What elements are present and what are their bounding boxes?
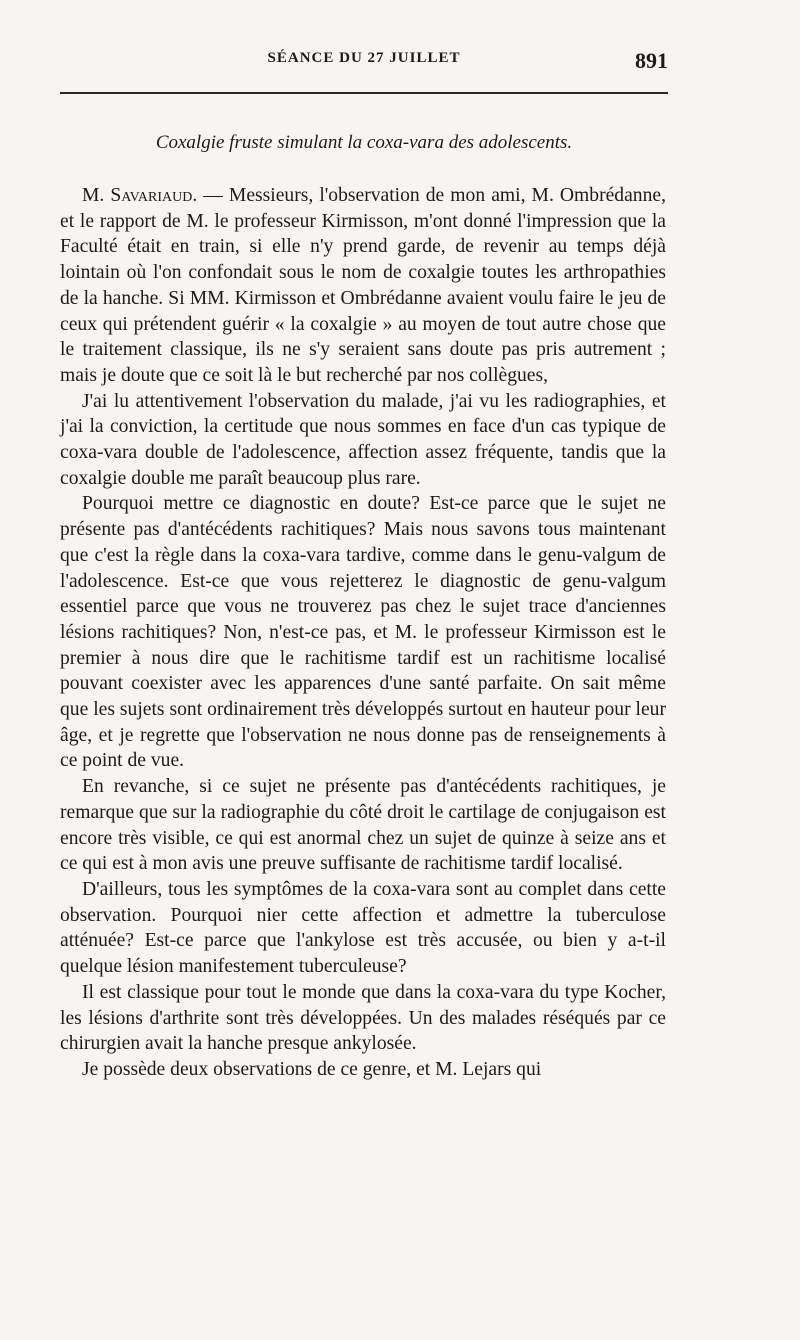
article-title: Coxalgie fruste simulant la coxa-vara des adolescents.	[155, 132, 573, 153]
paragraph: Pourquoi mettre ce diagnostic en doute? Est-ce parce que le sujet ne présente pas d'antécédents rachitiques? Mais nous savons tous maintenant que c'est la règle dans la coxa-vara tardive, comme dans le genu-valgum de l'adolescence. Est-ce que vous rejetterez le diagnostic de genu-valgum essentiel parce que vous ne trouverez pas chez le sujet trace d'anciennes lésions rachitiques? Non, n'est-ce pas, et M. le professeur Kirmisson est le premier à nous dire que le rachitisme tardif est un rachitisme localisé pouvant coexister avec les apparences d'une santé parfaite. On sait même que les sujets sont ordinairement très développés surtout en hauteur pour leur âge, et je regrette que l'observation ne nous donne pas de renseignements à ce point de vue.	[60, 493, 666, 772]
paragraph: D'ailleurs, tous les symptômes de la coxa-vara sont au complet dans cette observation. Pourquoi nier cette affection et admettre la tuberculose atténuée? Est-ce parce que l'ankylose est très accusée, ou bien y a-t-il quelque lésion manifestement tuberculeuse?	[60, 878, 666, 978]
speaker-name: Savariaud	[110, 185, 193, 206]
paragraph: Je possède deux observations de ce genre, et M. Lejars qui	[82, 1058, 542, 1080]
speaker-prefix: M.	[82, 185, 111, 206]
paragraph	[60, 183, 666, 389]
paragraph-text: . — Messieurs, l'observation de mon ami, M. Ombrédanne, et le rapport de M. le professeur Kirmisson, m'ont donné l'impression que la Faculté était en train, si elle n'y prend garde, de revenir au temps déjà lointain où l'on confondait sous le nom de coxalgie toutes les arthropathies de la hanche. Si MM. Kirmisson et Ombrédanne avaient voulu faire le jeu de ceux qui prétendent guérir « la coxalgie » au moyen de tout autre chose que le traitement classique, ils ne s'y seraient sans doute pas pris autrement ; mais je doute que ce soit là le but recherché par nos collègues,	[60, 185, 666, 386]
paragraph: Il est classique pour tout le monde que dans la coxa-vara du type Kocher, les lésions d'arthrite sont très développées. Un des malades réséqués par ce chirurgien avait la hanche presque ankylosée.	[60, 981, 666, 1055]
body-text	[60, 183, 666, 1083]
page-number: 891	[635, 48, 668, 73]
running-title: SÉANCE DU 27 JUILLET	[267, 50, 461, 66]
running-head	[60, 48, 668, 78]
header-rule	[60, 92, 668, 94]
paragraph: J'ai lu attentivement l'observation du malade, j'ai vu les radiographies, et j'ai la conviction, la certitude que nous sommes en face d'un cas typique de coxa-vara double de l'adolescence, affection assez fréquente, tandis que la coxalgie double me paraît beaucoup plus rare.	[60, 390, 666, 489]
paragraph: En revanche, si ce sujet ne présente pas d'antécédents rachitiques, je remarque que sur la radiographie du côté droit le cartilage de conjugaison est encore très visible, ce qui est anormal chez un sujet de quinze à seize ans et ce qui est à mon avis une preuve suffisante de rachitisme tardif localisé.	[60, 776, 666, 875]
